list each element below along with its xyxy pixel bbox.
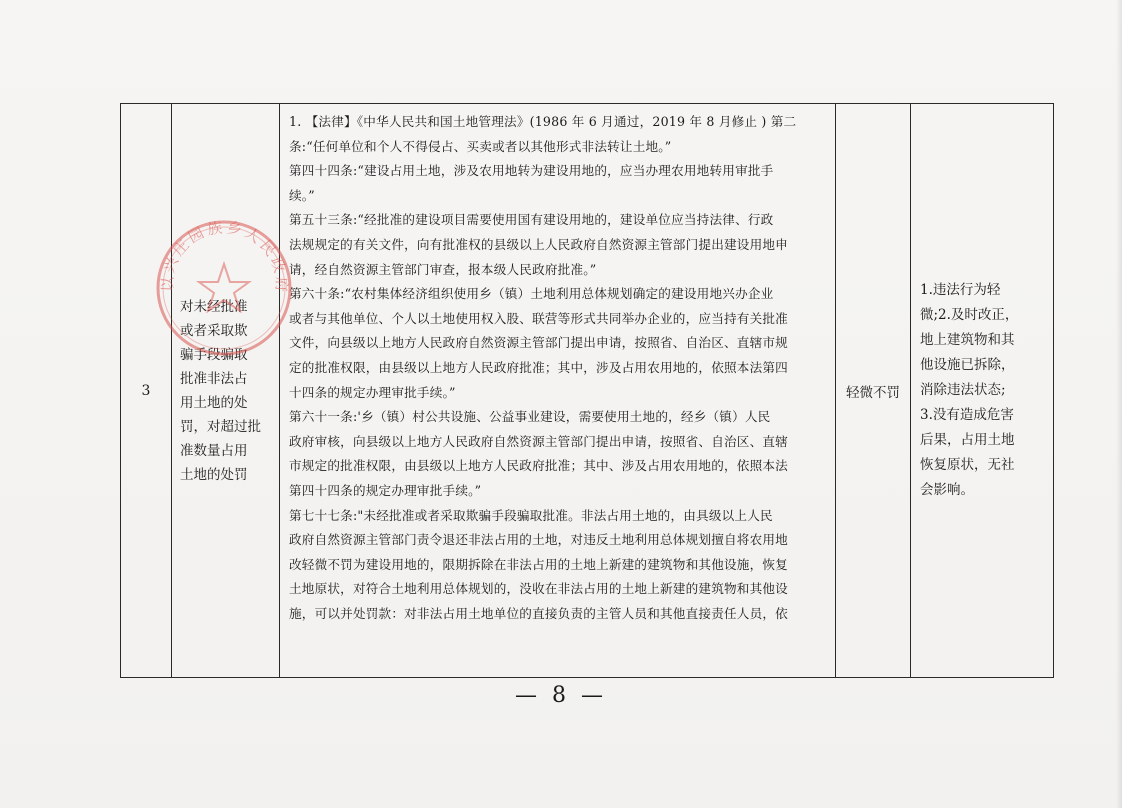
condition-line: 他设施已拆除，: [920, 357, 1015, 373]
row-number-cell: [121, 104, 172, 678]
svg-text:以兴庄园族乡人民政府: 以兴庄园族乡人民政府: [158, 218, 291, 296]
legal-basis-line: 第七十七条:"未经批准或者采取欺骗手段骗取批准。非法占用土地的，由具级以上人民: [289, 507, 773, 523]
condition-line: 微;2.及时改正，: [920, 307, 1019, 323]
violation-item-line: 准数量占用: [180, 442, 248, 459]
legal-basis-line: 政府审核，向县级以上地方人民政府自然资源主管部门提出申请，按照省、自治区、直辖: [289, 433, 788, 449]
violation-item-line: 对未经批准: [180, 298, 248, 315]
violation-item-line: 骗手段骗取: [180, 346, 248, 363]
legal-basis-line: 文件，向县级以上地方人民政府自然资源主管部门提出申请，按照省、自治区、直辖市规: [289, 335, 788, 351]
legal-basis-line: 续。”: [289, 187, 315, 203]
legal-basis-line: 请，经自然资源主管部门审查，报本级人民政府批准。”: [289, 261, 597, 277]
legal-basis-line: 政府自然资源主管部门责令退还非法占用的土地，对违反土地利用总体规划擅自将农用地: [289, 532, 788, 548]
penalty-type-cell: [836, 104, 911, 678]
condition-cell: [911, 104, 1054, 678]
legal-basis-line: 市规定的批准权限，由县级以上地方人民政府批准；其中、涉及占用农用地的，依照本法: [289, 458, 788, 474]
legal-basis-line: 土地原状，对符合土地利用总体规划的，没收在非法占用的土地上新建的建筑物和其他设: [289, 581, 788, 597]
condition-line: 1.违法行为轻: [920, 282, 1001, 298]
condition-line: 会影响。: [920, 482, 974, 498]
scan-edge-shadow: [1116, 0, 1122, 808]
condition-line: 3.没有造成危害: [920, 407, 1014, 423]
legal-basis-line: 十四条的规定办理审批手续。”: [289, 384, 456, 400]
violation-item-line: 批准非法占: [180, 370, 248, 387]
penalty-table: [120, 103, 1054, 678]
violation-item-cell: [172, 104, 280, 678]
legal-basis-line: 第六十条:“农村集体经济组织使用乡（镇）土地利用总体规划确定的建设用地兴办企业: [289, 286, 774, 302]
legal-basis-line: 条:“任何单位和个人不得侵占、买卖或者以其他形式非法转让土地。”: [289, 138, 672, 154]
legal-basis-line: 第四十四条:“建设占用土地，涉及农用地转为建设用地的，应当办理农用地转用审批手: [289, 163, 774, 179]
legal-basis-line: 第四十四条的规定办理审批手续。”: [289, 482, 482, 498]
penalty-type: 轻微不罚: [846, 384, 900, 401]
row-number: 3: [141, 382, 151, 399]
condition-line: 地上建筑物和其: [920, 332, 1015, 348]
violation-item-line: 土地的处罚: [180, 466, 248, 483]
legal-basis-line: 1. 【法律】《中华人民共和国土地管理法》(1986 年 6 月通过，2019 年 8 月修止 ) 第二: [289, 114, 797, 129]
legal-basis-cell: [280, 104, 836, 678]
condition-line: 恢复原状，无社: [920, 457, 1015, 473]
legal-basis-line: 施，可以并处罚款：对非法占用土地单位的直接负责的主管人员和其他直接责任人员，依: [289, 605, 788, 621]
condition-line: 后果，占用土地: [920, 432, 1015, 448]
page-number: — 8 —: [515, 683, 607, 708]
violation-item-line: 用土地的处: [180, 394, 248, 411]
legal-basis-line: 第五十三条:“经批准的建设项目需要使用国有建设用地的，建设单位应当持法律、行政: [289, 212, 774, 228]
condition-line: 消除违法状态;: [920, 382, 1006, 398]
legal-basis-line: 或者与其他单位、个人以土地使用权入股、联营等形式共同举办企业的，应当持有关批准: [289, 310, 788, 326]
violation-item-line: 罚，对超过批: [180, 418, 261, 435]
table-row: [121, 104, 1054, 678]
legal-basis-line: 定的批准权限，由县级以上地方人民政府批准；其中，涉及占用农用地的，依照本法第四: [289, 359, 788, 375]
legal-basis-line: 改轻微不罚为建设用地的，限期拆除在非法占用的土地上新建的建筑物和其他设施，恢复: [289, 556, 788, 572]
violation-item-line: 或者采取欺: [180, 322, 248, 339]
legal-basis-line: 第六十一条:'乡（镇）村公共设施、公益事业建设，需要使用土地的，经乡（镇）人民: [289, 409, 771, 425]
legal-basis-line: 法规规定的有关文件，向有批准权的县级以上人民政府自然资源主管部门提出建设用地申: [289, 236, 788, 252]
